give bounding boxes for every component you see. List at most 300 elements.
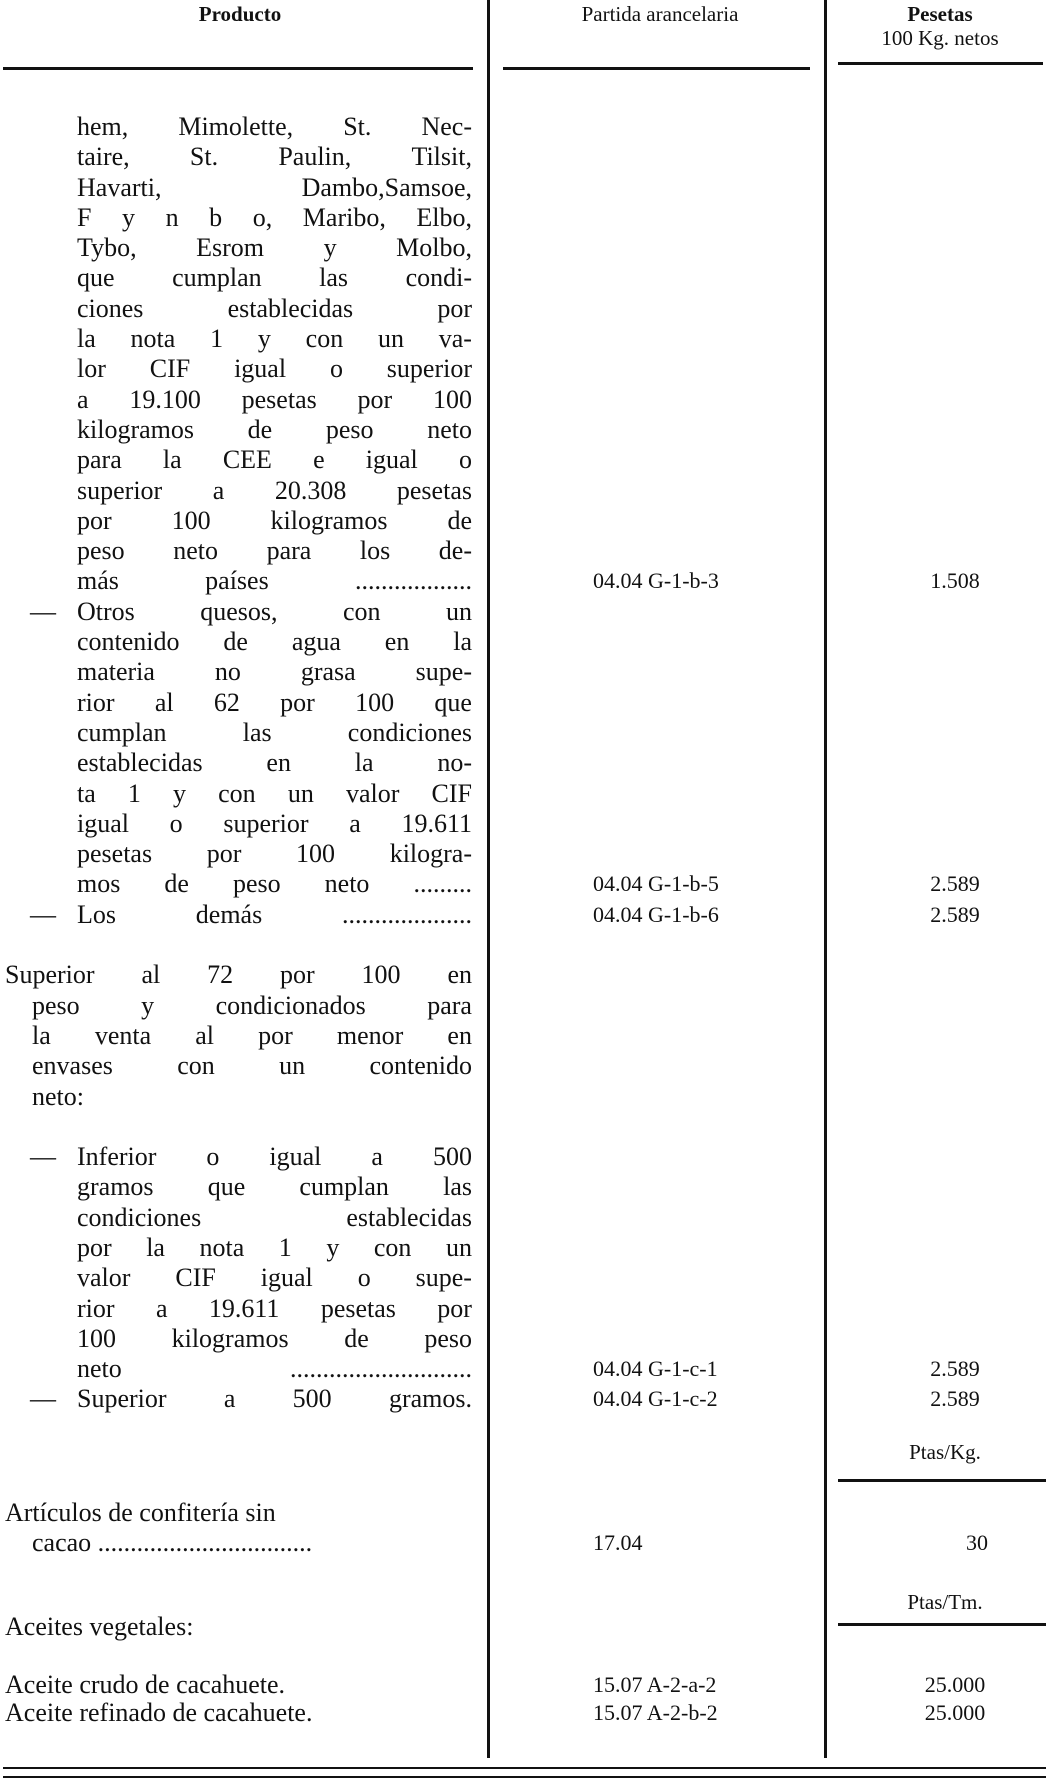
word: o (206, 1142, 220, 1172)
word: a (223, 1384, 236, 1414)
word: envases (32, 1051, 113, 1081)
tariff-code: 04.04 G-1-b-5 (593, 871, 719, 897)
price-value: 25.000 (924, 1672, 986, 1697)
word: por (437, 1293, 472, 1323)
word: Mimolette, (178, 112, 294, 141)
word: en (447, 960, 472, 990)
word: .................. (355, 566, 472, 596)
word: superior (386, 354, 472, 384)
table-row (0, 1142, 1046, 1172)
word: 100 (355, 687, 395, 717)
product-text (77, 900, 472, 930)
word: a (155, 1293, 168, 1323)
word: 500 (292, 1384, 332, 1414)
word: 72 (207, 960, 234, 990)
word: kilogra- (389, 839, 472, 869)
word: nota (130, 324, 176, 354)
word: quesos, (200, 596, 278, 626)
bottom-rule-1 (3, 1767, 1046, 1769)
word: un (279, 1051, 306, 1081)
header-rule-2 (503, 67, 810, 70)
table-row (0, 688, 1046, 718)
product-text (77, 1324, 472, 1354)
oil-product: Aceite refinado de cacahuete. (5, 1698, 313, 1727)
word: para (77, 445, 122, 475)
word: igual (365, 445, 418, 475)
word: Tilsit, (411, 142, 472, 172)
product-text (77, 476, 472, 506)
word: F (77, 202, 92, 232)
word: 100 (296, 839, 336, 869)
confiteria-code: 17.04 (593, 1530, 643, 1555)
table-row (0, 1021, 1046, 1051)
word: neto (324, 869, 370, 899)
word: ta (77, 778, 96, 808)
word: 100 (433, 384, 472, 414)
tariff-code: 15.07 A-2-b-2 (593, 1700, 718, 1725)
word: un (287, 778, 314, 808)
word: para (266, 536, 312, 566)
product-text (32, 991, 472, 1021)
table-row (0, 1233, 1046, 1263)
word: va- (438, 324, 472, 354)
product-text (77, 1203, 472, 1233)
word: neto (427, 414, 472, 444)
word: valor (345, 778, 400, 808)
price-value: 1.508 (930, 568, 980, 594)
word: Dambo,Samsoe, (301, 172, 472, 202)
word: en (384, 627, 410, 657)
word: superior (223, 808, 309, 838)
product-text (77, 142, 472, 172)
product-text (32, 1051, 472, 1081)
product-text (5, 960, 472, 990)
tariff-code: 15.07 A-2-a-2 (593, 1672, 717, 1697)
table-row (0, 869, 1046, 899)
header-pesetas: Pesetas (907, 2, 973, 26)
table-row (0, 1294, 1046, 1324)
word: contenido (369, 1051, 472, 1081)
word: con (373, 1232, 412, 1262)
word: los (359, 536, 391, 566)
word: a (77, 384, 89, 414)
word: grasa (300, 657, 356, 687)
header-rule-3 (838, 62, 1043, 65)
price-value: 2.589 (930, 1386, 980, 1412)
table-row (0, 718, 1046, 748)
word: supe- (415, 657, 472, 687)
word: demás (195, 899, 263, 929)
product-text (77, 112, 472, 142)
word: o (458, 445, 472, 475)
word: ciones (77, 293, 144, 323)
word: la (146, 1232, 165, 1262)
word: pesetas (320, 1293, 396, 1323)
word: no (214, 657, 241, 687)
word: en (266, 748, 291, 778)
word: por (279, 960, 315, 990)
word: por (280, 687, 315, 717)
table-row (0, 900, 1046, 930)
tariff-code: 04.04 G-1-b-3 (593, 568, 719, 594)
word: igual (260, 1263, 313, 1293)
word: pesetas (77, 839, 153, 869)
word: Paulin, (278, 142, 352, 172)
word: 62 (213, 687, 240, 717)
word: condiciones (77, 1202, 202, 1232)
table-row (0, 415, 1046, 445)
word: la (32, 1020, 51, 1050)
word: neto (77, 1354, 122, 1384)
word: 100 (77, 1323, 116, 1353)
table-row (0, 294, 1046, 324)
product-text (77, 597, 472, 627)
word: kilogramos (171, 1323, 289, 1353)
word: de- (438, 536, 472, 566)
product-text (32, 1082, 472, 1112)
word: de (164, 869, 189, 899)
word: ......... (413, 869, 472, 899)
table-row (0, 445, 1046, 475)
word: y (257, 324, 271, 354)
word: CIF (149, 354, 191, 384)
product-text (77, 1263, 472, 1293)
product-text (77, 233, 472, 263)
table-row (0, 991, 1046, 1021)
product-text (77, 657, 472, 687)
word: cumplan (172, 263, 262, 293)
word: al (141, 960, 161, 990)
word: o (357, 1263, 371, 1293)
header-rule-1 (3, 67, 473, 70)
confiteria-line-2: cacao ................................. (32, 1528, 313, 1557)
word: un (445, 596, 472, 626)
product-text (77, 1172, 472, 1202)
word: con (305, 324, 344, 354)
word: peso (232, 869, 281, 899)
word: o (329, 354, 343, 384)
table-row (0, 1051, 1046, 1081)
word: 19.611 (208, 1293, 280, 1323)
product-text (77, 748, 472, 778)
word: cumplan (77, 717, 167, 747)
unit-rule-kg (838, 1479, 1046, 1482)
product-text (77, 718, 472, 748)
word: por (258, 1020, 293, 1050)
word: la (453, 627, 472, 657)
table-row (0, 536, 1046, 566)
product-text (77, 354, 472, 384)
product-text (77, 809, 472, 839)
product-text (77, 1233, 472, 1263)
table-row (0, 748, 1046, 778)
word: países (205, 566, 269, 596)
word: kilogramos (77, 414, 194, 444)
word: por (206, 839, 242, 869)
tariff-code: 04.04 G-1-c-1 (593, 1356, 718, 1382)
word: Otros (77, 596, 135, 626)
word: 100 (171, 505, 211, 535)
word: 500 (432, 1142, 472, 1172)
word: nota (199, 1232, 245, 1262)
header-pesetas-unit: 100 Kg. netos (881, 26, 999, 50)
word: CIF (431, 778, 472, 808)
confiteria-value: 30 (966, 1530, 988, 1555)
word: lor (77, 354, 106, 384)
word: las (443, 1172, 472, 1202)
product-text (77, 1294, 472, 1324)
word: con (218, 778, 256, 808)
word: a (212, 475, 225, 505)
word: un (377, 324, 404, 354)
word: superior (77, 475, 163, 505)
product-rows (0, 112, 1046, 1415)
product-text (77, 839, 472, 869)
word: Inferior (77, 1142, 157, 1172)
table-row (0, 1263, 1046, 1293)
table-row (0, 960, 1046, 990)
bottom-rule-2 (3, 1776, 1046, 1778)
word: supe- (415, 1263, 472, 1293)
word: Molbo, (396, 233, 472, 263)
word: condi- (405, 263, 472, 293)
table-row (0, 324, 1046, 354)
word: Maribo, (302, 202, 386, 232)
aceites-heading: Aceites vegetales: (5, 1612, 194, 1641)
product-text (77, 445, 472, 475)
word: Esrom (196, 233, 265, 263)
tariff-code: 04.04 G-1-c-2 (593, 1386, 718, 1412)
word: igual (269, 1142, 322, 1172)
word: establecidas (346, 1202, 472, 1232)
tariff-code: 04.04 G-1-b-6 (593, 901, 719, 927)
unit-ptas-tm: Ptas/Tm. (907, 1590, 983, 1614)
word: gramos. (388, 1384, 472, 1414)
word: hem, (77, 112, 129, 141)
product-text (77, 779, 472, 809)
word: para (427, 990, 472, 1020)
product-text (77, 869, 472, 899)
table-row (0, 1112, 1046, 1142)
word: St. (189, 142, 219, 172)
product-text (77, 1384, 472, 1414)
table-row (0, 657, 1046, 687)
word: no- (437, 748, 472, 778)
word: .................... (341, 899, 472, 929)
product-text (77, 536, 472, 566)
unit-rule-tm (838, 1623, 1046, 1626)
word: 1 (210, 324, 224, 354)
table-row (0, 839, 1046, 869)
oil-product: Aceite crudo de cacahuete. (5, 1670, 286, 1699)
word: o, (252, 202, 273, 232)
dash-bullet: — (30, 1142, 56, 1172)
word: por (437, 293, 472, 323)
table-row (0, 173, 1046, 203)
word: por (357, 384, 393, 414)
word: con (342, 596, 381, 626)
product-text (77, 203, 472, 233)
word: más (77, 566, 119, 596)
word: mos (77, 869, 121, 899)
word: de (223, 627, 248, 657)
product-text (77, 506, 472, 536)
table-row (0, 597, 1046, 627)
word: y (323, 233, 337, 263)
word: establecidas (77, 748, 203, 778)
word: peso (77, 536, 125, 566)
word: que (207, 1172, 246, 1202)
table-row (0, 627, 1046, 657)
word: e (313, 445, 325, 475)
word: las (242, 717, 272, 747)
word: peso (424, 1323, 472, 1353)
word: la (354, 748, 374, 778)
word: Los (77, 899, 116, 929)
word: y (173, 778, 187, 808)
word: menor (336, 1020, 404, 1050)
unit-ptas-kg: Ptas/Kg. (909, 1440, 981, 1464)
word: establecidas (227, 293, 354, 323)
word: con (177, 1051, 215, 1081)
word: la (162, 445, 182, 475)
word: 20.308 (274, 475, 347, 505)
product-text (77, 385, 472, 415)
product-text (77, 627, 472, 657)
product-text (77, 324, 472, 354)
word: al (154, 687, 174, 717)
product-text (32, 1021, 472, 1051)
word: pesetas (241, 384, 317, 414)
table-row (0, 1172, 1046, 1202)
word: de (247, 414, 273, 444)
header-producto: Producto (198, 2, 282, 26)
header-partida-arancelaria: Partida arancelaria (581, 2, 739, 26)
table-row (0, 233, 1046, 263)
word: igual (234, 354, 287, 384)
word: condicionados (215, 990, 366, 1020)
table-row (0, 930, 1046, 960)
word: y (141, 990, 155, 1020)
product-text (77, 1142, 472, 1172)
word: n (165, 202, 179, 232)
dash-bullet: — (30, 596, 56, 626)
word: 1 (278, 1232, 292, 1262)
dash-bullet: — (30, 899, 56, 929)
table-row (0, 354, 1046, 384)
product-text (77, 294, 472, 324)
word: agua (291, 627, 341, 657)
word: venta (94, 1020, 152, 1050)
word: que (434, 687, 472, 717)
product-text (77, 688, 472, 718)
word: cumplan (299, 1172, 389, 1202)
word: un (445, 1232, 472, 1262)
word: b (209, 202, 223, 232)
word: y (122, 202, 136, 232)
word: CEE (222, 445, 272, 475)
table-row (0, 1354, 1046, 1384)
word: CIF (175, 1263, 216, 1293)
word: peso (325, 414, 374, 444)
word: de (344, 1323, 369, 1353)
word: Tybo, (77, 233, 137, 263)
word: rior (77, 1293, 115, 1323)
word: en (447, 1020, 472, 1050)
table-row (0, 1082, 1046, 1112)
table-row (0, 112, 1046, 142)
word: que (77, 263, 115, 293)
word: 19.100 (129, 384, 201, 414)
word: Superior (5, 960, 95, 990)
product-text (77, 415, 472, 445)
word: ............................ (290, 1354, 472, 1384)
table-row (0, 1324, 1046, 1354)
price-value: 25.000 (924, 1700, 986, 1725)
table-row (0, 142, 1046, 172)
word: y (326, 1232, 340, 1262)
word: kilogramos (270, 505, 388, 535)
word: valor (77, 1263, 131, 1293)
word: taire, (77, 142, 130, 172)
table-row (0, 566, 1046, 596)
table-row (0, 476, 1046, 506)
word: Nec- (421, 112, 472, 141)
table-row (0, 385, 1046, 415)
table-row (0, 809, 1046, 839)
word: o (169, 808, 183, 838)
product-text (77, 1354, 472, 1384)
word: las (319, 263, 349, 293)
word: a (349, 808, 361, 838)
word: la (77, 324, 96, 354)
table-row (0, 506, 1046, 536)
word: por (77, 1232, 112, 1262)
word: materia (77, 657, 155, 687)
word: peso (32, 990, 80, 1020)
word: Superior (77, 1384, 167, 1414)
word: 19.611 (401, 808, 472, 838)
word: 100 (361, 960, 401, 990)
product-text (77, 173, 472, 203)
word: neto (173, 536, 218, 566)
table-row (0, 1203, 1046, 1233)
word: al (195, 1020, 215, 1050)
table-row (0, 203, 1046, 233)
word: Havarti, (77, 172, 162, 202)
word: neto: (32, 1081, 84, 1111)
price-value: 2.589 (930, 901, 980, 927)
word: gramos (77, 1172, 154, 1202)
word: por (77, 505, 112, 535)
word: Elbo, (416, 202, 472, 232)
word: pesetas (396, 475, 472, 505)
table-row (0, 779, 1046, 809)
word: igual (77, 808, 129, 838)
price-value: 2.589 (930, 871, 980, 897)
price-value: 2.589 (930, 1356, 980, 1382)
word: rior (77, 687, 115, 717)
product-text (77, 566, 472, 596)
word: condiciones (347, 717, 472, 747)
word: a (371, 1142, 383, 1172)
word: 1 (127, 778, 141, 808)
word: St. (343, 112, 372, 141)
word: de (447, 505, 472, 535)
dash-bullet: — (30, 1384, 56, 1414)
table-row (0, 1384, 1046, 1414)
confiteria-line-1 (5, 1498, 472, 1528)
